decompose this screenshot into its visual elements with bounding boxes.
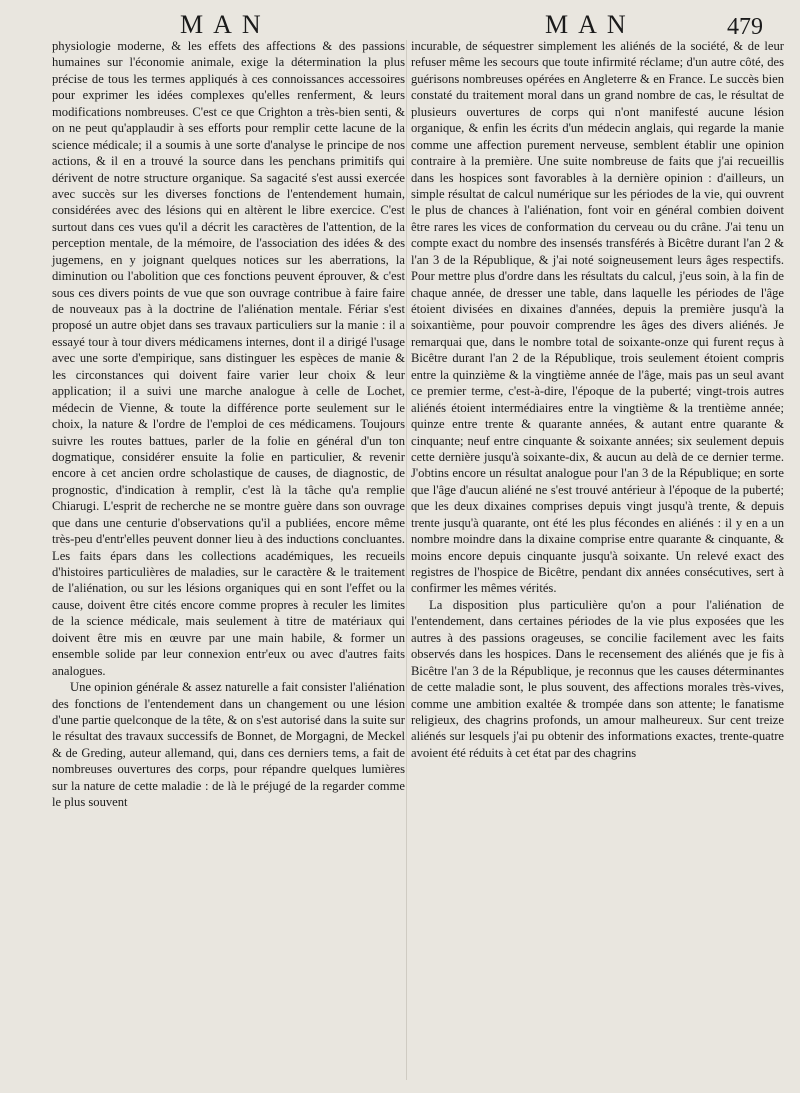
- paragraph: La disposition plus particulière qu'on a pour l'aliénation de l'entendement, dans certaines périodes de la vie plus exposées que les autres à des passions orageuses, se concilie facilement avec les faits observés dans les hospices. Dans le recensement des aliénés que je fis à Bicêtre l'an 3 de la République, je reconnus que les causes déterminantes de cette maladie sont, le plus souvent, des affections morales très-vives, comme une ambition exaltée & trompée dans son attente; le fanatisme religieux, des chagrins profonds, un amour malheureux. Sur cent treize aliénés sur lesquels j'ai pu obtenir des informations exactes, trente-quatre avoient été réduits à cet état par des chagrins: [411, 597, 784, 760]
- paragraph: physiologie moderne, & les effets des affections & des passions humaines sur l'économie animale, exige la détermination la plus précise de tous les termes appliqués à ces connoissances accessoires pour exprimer les idées complexes qu'elles renferment, & leurs modifications nombreuses. C'est ce que Crighton a très-bien senti, & on ne peut qu'applaudir à ses efforts pour remplir cette lacune de la science médicale; il a soumis à une sorte d'analyse le principe de nos actions, & il en a trouvé la source dans les penchans primitifs qui dérivent de notre structure organique. Sa sagacité s'est aussi exercée avec succès sur les diverses fonctions de l'entendement humain, considérées avec des lésions qui en altèrent le libre exercice. C'est surtout dans ces vues qu'il a décrit les caractères de l'attention, de la perception mentale, de la mémoire, de l'association des idées & des jugemens, en y joignant quelques notices sur les aberrations, la diminution ou l'abolition que ces fonctions peuvent éprouver, & c'est sous ces divers points de vue que son ouvrage contribue à faire faire de nouveaux pas à la doctrine de l'aliénation mentale. Fériar s'est proposé un autre objet dans ses travaux particuliers sur la manie : il a essayé tour à tour divers médicamens internes, dont il a dirigé l'usage avec une sorte d'empirique, sans distinguer les espèces de manie & les circonstances qui doivent faire varier leur choix & leur application; il a suivi une marche analogue à celle de Lochet, médecin de Vienne, & toute la différence porte seulement sur le choix, la nature & l'ordre de l'emploi de ces médicamens. Toujours suivre les routes battues, parler de la folie en général d'un ton dogmatique, considérer ensuite la folie en particulier, & revenir encore à cet ancien ordre scholastique de causes, de diagnostic, de prognostic, d'indication à remplir, c'est là la tâche qu'a remplie Chiarugi. L'esprit de recherche ne se montre guère dans son ouvrage que dans une centurie d'observations qu'il a publiées, encore même très-peu d'entr'elles peuvent donner lieu à des inductions concluantes. Les faits épars dans les collections académiques, les recueils d'histoires particulières de maladies, sur le caractère & le traitement de l'aliénation, ou sur les lésions organiques qui en sont l'effet ou la cause, doivent être cités encore comme propres à reculer les limites de la science médicale, mais seulement à titre de matériaux qui doivent être mis en œuvre par une main habile, & former un ensemble solide par leur connexion entr'eux ou avec d'autres faits analogues.: [52, 39, 405, 678]
- paragraph: incurable, de séquestrer simplement les aliénés de la société, & de leur refuser même les secours que toute infirmité réclame; d'un autre côté, des guérisons nombreuses opérées en Angleterre & en France. Le succès bien constaté du traitement moral dans un grand nombre de cas, le résultat de plusieurs ouvertures de corps qui n'ont manifesté aucune lésion organique, & enfin les écrits d'un médecin anglais, qui regarde la manie comme une affection purement nerveuse, semblent établir une opinion contraire à la première. Une suite nombreuse de faits que j'ai recueillis dans les hospices sont favorables à la dernière opinion : d'ailleurs, un simple résultat de calcul numérique sur les périodes de la vie, qui ouvrent le plus de chances à l'aliénation, font voir en général combien doivent être rares les vices de conformation du cerveau ou du crâne. J'ai tenu un compte exact du nombre des insensés transférés à Bicêtre durant l'an 2 & l'an 3 de la République, & j'ai noté soigneusement leurs âges respectifs. Pour mettre plus d'ordre dans les résultats du calcul, j'eus soin, à la fin de chaque année, de dresser une table, dans laquelle les périodes de l'âge étoient divisées en dixaines d'années, depuis la première jusqu'à la soixantième, pour pouvoir comprendre les âges des divers aliénés. Je remarquai que, dans le nombre total de soixante-onze qui furent reçus à Bicêtre durant l'an 2 de la République, trois seulement étoient compris entre la quinzième & la vingtième année de l'âge, mais pas un seul avant ce premier terme, c'est-à-dire, l'époque de la puberté; vingt-trois autres aliénés étoient intermédiaires entre la vingtième & la trentième année; quinze entre trente & quarante années, & autant entre quarante & cinquante; neuf entre cinquante & soixante années; six seulement depuis cette dernière jusqu'à soixante-dix, & aucun au delà de ce dernier terme. J'obtins encore un résultat analogue pour l'an 3 de la République; en sorte que l'âge d'aucun aliéné ne s'est trouvé antérieur à l'époque de la puberté; que les deux dixaines comprises depuis vingt jusqu'à trente, & depuis trente jusqu'à quarante, ont été les plus fécondes en aliénés : il y en a un nombre moindre dans la dixaine comprise entre quarante & cinquante, & moins encore depuis cinquante jusqu'à soixante. Un relevé exact des registres de l'hospice de Bicêtre, pendant dix années consécutives, sert à confirmer les mêmes vérités.: [411, 39, 784, 596]
- column-divider: [406, 40, 407, 1080]
- left-column: [52, 38, 405, 811]
- paragraph: Une opinion générale & assez naturelle a fait consister l'aliénation des fonctions de l'entendement dans un changement ou une lésion d'une partie quelconque de la tête, & on s'est autorisé dans la suite sur le résultat des travaux successifs de Bonnet, de Morgagni, de Meckel & de Greding, auteur allemand, qui, dans ces derniers tems, a fait de nombreuses ouvertures des corps, pour répandre quelques lumières sur la nature de cette maladie : de là le préjugé de la regarder comme le plus souvent: [52, 680, 405, 810]
- running-title-left: MAN: [180, 10, 271, 39]
- running-title-right: MAN: [545, 10, 636, 39]
- right-column: [411, 38, 784, 761]
- running-header: [0, 6, 800, 42]
- page-number: 479: [727, 14, 763, 40]
